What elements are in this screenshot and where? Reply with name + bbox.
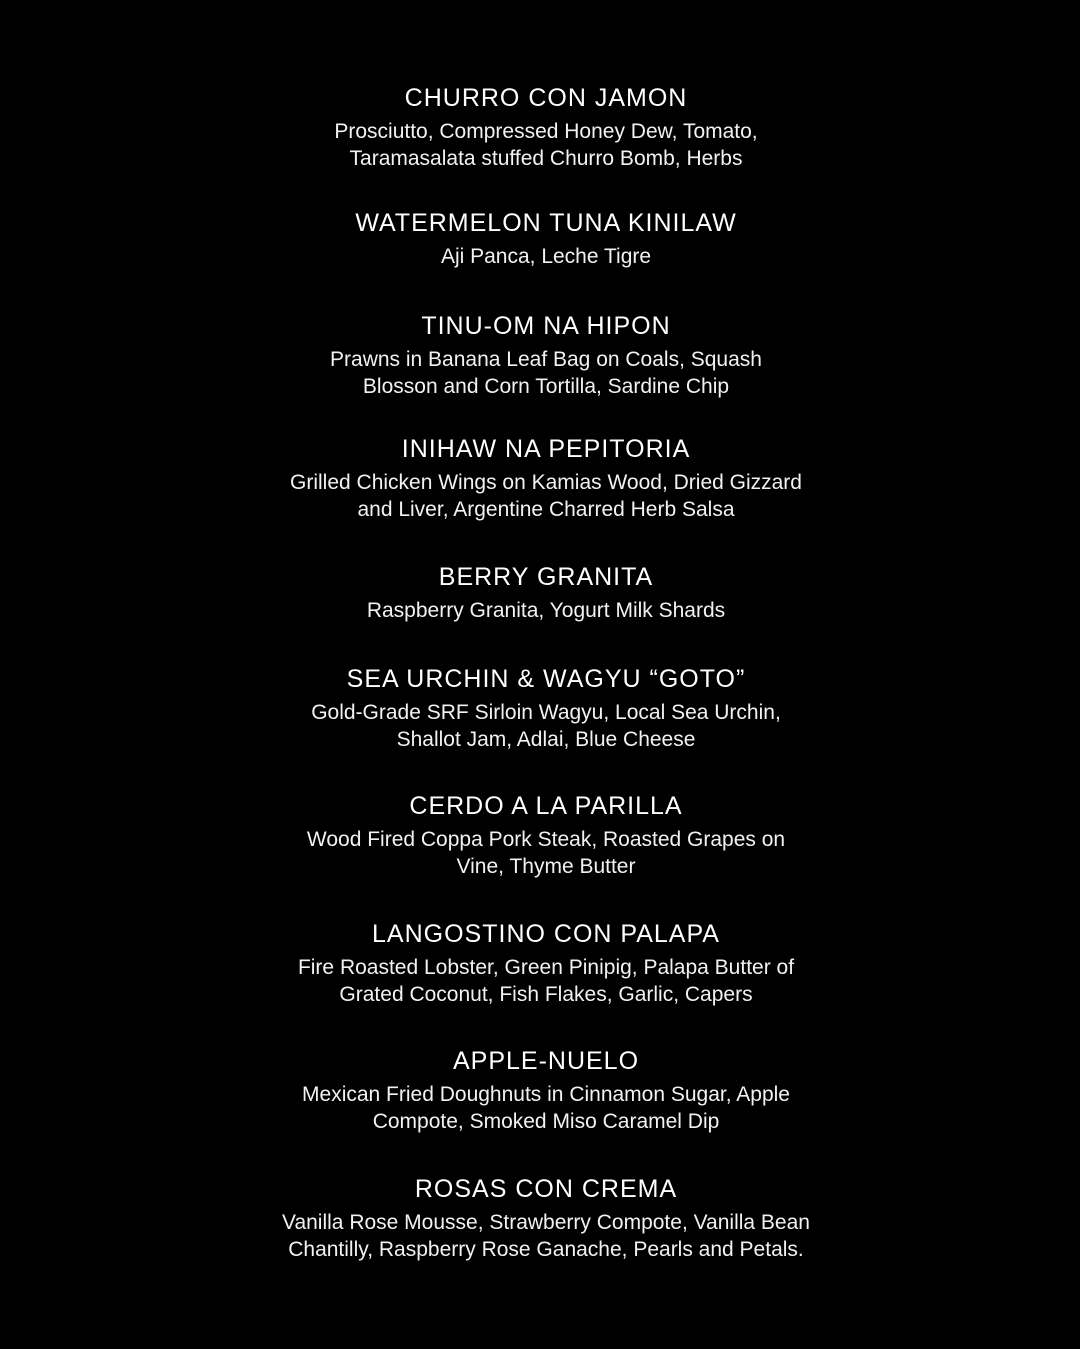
course-description: Prawns in Banana Leaf Bag on Coals, Squash Blosson and Corn Tortilla, Sardine Chip bbox=[330, 348, 762, 398]
course-rosas-con-crema bbox=[180, 1174, 900, 1263]
course-description: Grilled Chicken Wings on Kamias Wood, Dried Gizzard and Liver, Argentine Charred Herb Salsa bbox=[290, 471, 802, 521]
course-berry-granita bbox=[180, 562, 900, 624]
course-title: APPLE-NUELO bbox=[452, 1047, 640, 1075]
course-description: Wood Fired Coppa Pork Steak, Roasted Grapes on Vine, Thyme Butter bbox=[306, 828, 786, 878]
course-title: INIHAW NA PEPITORIA bbox=[401, 435, 691, 463]
course-apple-nuelo bbox=[180, 1046, 900, 1135]
course-description: Gold-Grade SRF Sirloin Wagyu, Local Sea Urchin, Shallot Jam, Adlai, Blue Cheese bbox=[311, 701, 781, 751]
course-title: WATERMELON TUNA KINILAW bbox=[355, 209, 737, 237]
course-description: Prosciutto, Compressed Honey Dew, Tomato, Taramasalata stuffed Churro Bomb, Herbs bbox=[334, 120, 758, 170]
course-title: ROSAS CON CREMA bbox=[414, 1175, 678, 1203]
course-description: Fire Roasted Lobster, Green Pinipig, Palapa Butter of Grated Coconut, Fish Flakes, Garlic, Capers bbox=[297, 956, 795, 1006]
course-description: Raspberry Granita, Yogurt Milk Shards bbox=[366, 599, 726, 622]
course-langostino-con-palapa bbox=[180, 919, 900, 1008]
course-churro-con-jamon bbox=[180, 83, 900, 172]
course-inihaw-na-pepitoria bbox=[180, 434, 900, 523]
course-cerdo-a-la-parilla bbox=[180, 791, 900, 880]
course-watermelon-tuna-kinilaw bbox=[180, 208, 900, 270]
course-tinu-om-na-hipon bbox=[180, 311, 900, 400]
course-description: Mexican Fried Doughnuts in Cinnamon Sugar, Apple Compote, Smoked Miso Caramel Dip bbox=[302, 1083, 790, 1133]
course-title: CERDO A LA PARILLA bbox=[409, 792, 683, 820]
course-title: BERRY GRANITA bbox=[438, 563, 654, 591]
course-title: TINU-OM NA HIPON bbox=[421, 312, 671, 340]
course-sea-urchin-wagyu-goto bbox=[180, 664, 900, 753]
course-title: LANGOSTINO CON PALAPA bbox=[372, 920, 720, 948]
course-title: CHURRO CON JAMON bbox=[404, 84, 688, 112]
course-description: Aji Panca, Leche Tigre bbox=[440, 245, 652, 268]
course-description: Vanilla Rose Mousse, Strawberry Compote, Vanilla Bean Chantilly, Raspberry Rose Ganache, Pearls and Petals. bbox=[282, 1211, 810, 1261]
course-title: SEA URCHIN & WAGYU “GOTO” bbox=[346, 665, 746, 693]
